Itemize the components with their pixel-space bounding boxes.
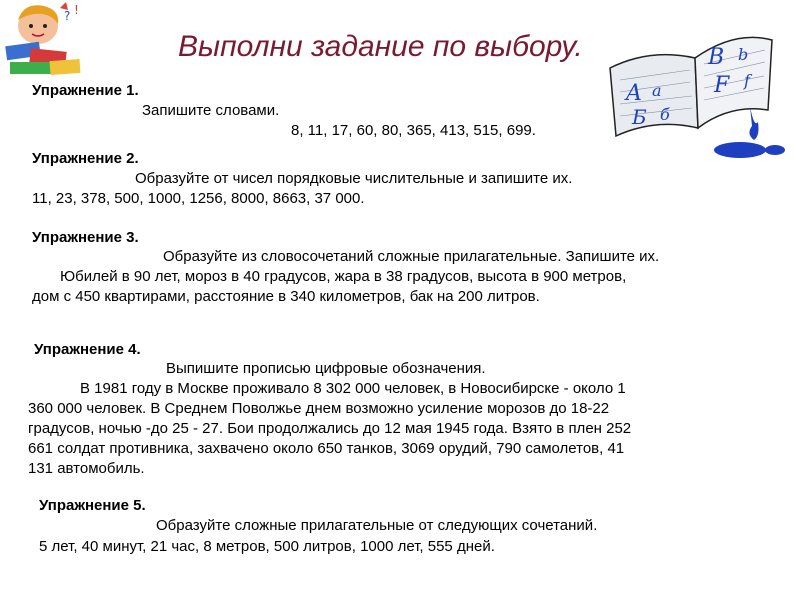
exercise-2-numbers: 11, 23, 378, 500, 1000, 1256, 8000, 8663, 37 000. [32, 190, 365, 207]
exercise-4-text-line: 131 автомобиль. [28, 460, 145, 477]
book-letter: f [744, 71, 750, 90]
exercise-3-instruction: Образуйте из словосочетаний сложные прилагательные. Запишите их. [163, 248, 660, 265]
exercise-3-text-line: Юбилей в 90 лет, мороз в 40 градусов, жара в 38 градусов, высота в 900 метров, [60, 268, 627, 285]
exercise-1-numbers: 8, 11, 17, 60, 80, 365, 413, 515, 699. [291, 122, 536, 139]
book-letter: б [660, 105, 670, 124]
exercise-4-heading: Упражнение 4. [34, 341, 141, 358]
exercise-1-instruction: Запишите словами. [142, 102, 280, 119]
child-with-books-clipart [0, 0, 96, 82]
book-letter: b [738, 45, 749, 64]
book-letter: Б [632, 105, 647, 129]
open-book-ink-clipart [600, 18, 790, 168]
exercise-3-text-line: дом с 450 квартирами, расстояние в 340 километров, бак на 200 литров. [32, 288, 540, 305]
exercise-2-instruction: Образуйте от чисел порядковые числительные и запишите их. [135, 170, 573, 187]
svg-text:?: ? [64, 9, 71, 23]
book-letter: B [708, 45, 725, 70]
page-title: Выполни задание по выбору. [178, 30, 583, 63]
exercise-5-heading: Упражнение 5. [39, 497, 146, 514]
exercise-5-text-line: 5 лет, 40 минут, 21 час, 8 метров, 500 литров, 1000 лет, 555 дней. [39, 538, 495, 555]
book-letter: F [714, 73, 730, 98]
exercise-2-heading: Упражнение 2. [32, 150, 139, 167]
svg-text:!: ! [74, 3, 79, 17]
exercise-1-heading: Упражнение 1. [32, 82, 139, 99]
exercise-5-instruction: Образуйте сложные прилагательные от следующих сочетаний. [156, 517, 598, 534]
book-letter: a [652, 81, 662, 100]
exercise-4-instruction: Выпишите прописью цифровые обозначения. [166, 360, 486, 377]
exercise-4-text-line: градусов, ночью -до 25 - 27. Бои продолжались до 12 мая 1945 года. Взято в плен 252 [28, 420, 632, 437]
book-letter: A [626, 81, 642, 106]
exercise-4-text-line: 661 солдат противника, захвачено около 650 танков, 3069 орудий, 790 самолетов, 41 [28, 440, 625, 457]
exercise-4-text-line: 360 000 человек. В Среднем Поволжье днем возможно усиление морозов до 18-22 [28, 400, 610, 417]
exercise-4-text-line: В 1981 году в Москве проживало 8 302 000 человек, в Новосибирске - около 1 [80, 380, 626, 397]
exercise-3-heading: Упражнение 3. [32, 229, 139, 246]
